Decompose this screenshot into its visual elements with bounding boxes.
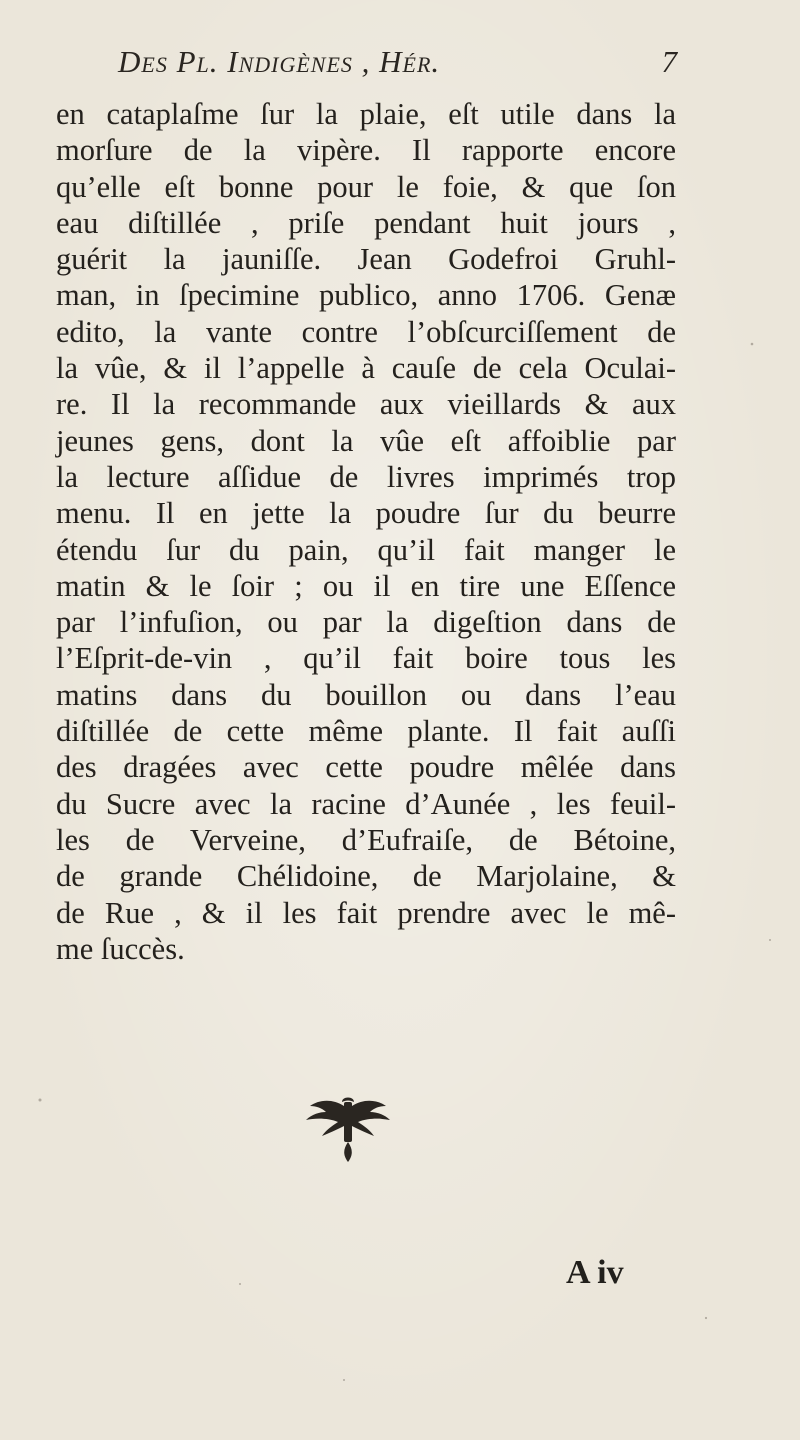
text-line: edito, la vante contre l’obſcurciſſement de (56, 314, 676, 349)
text-line: par l’infuſion, ou par la digeſtion dans de (56, 605, 676, 640)
text-line: re. Il la recommande aux vieillards & aux (56, 387, 676, 422)
text-line: guérit la jauniſſe. Jean Godefroi Gruhl- (56, 242, 676, 277)
text-line: du Sucre avec la racine d’Aunée , les feuil- (56, 786, 676, 821)
text-line: menu. Il en jette la poudre ſur du beurre (56, 496, 676, 531)
text-line: me ſuccès. (56, 931, 185, 966)
text-line: de Rue , & il les fait prendre avec le mê- (56, 895, 676, 930)
text-line: eau diſtillée , priſe pendant huit jours , (56, 205, 676, 240)
text-line: qu’elle eſt bonne pour le foie, & que ſon (56, 169, 676, 204)
text-line: l’Eſprit-de-vin , qu’il fait boire tous les (56, 641, 676, 676)
text-line: la vûe, & il l’appelle à cauſe de cela Oculai- (56, 351, 676, 386)
text-line: matins dans du bouillon ou dans l’eau (56, 677, 676, 712)
page-header (118, 44, 678, 92)
text-line: de grande Chélidoine, de Marjolaine, & (56, 859, 676, 894)
text-line: étendu ſur du pain, qu’il fait manger le (56, 532, 676, 567)
text-line: jeunes gens, dont la vûe eſt affoiblie par (56, 423, 676, 458)
text-line: morſure de la vipère. Il rapporte encore (56, 133, 676, 168)
text-line: en cataplaſme ſur la plaie, eſt utile dans la (56, 97, 676, 131)
text-line: des dragées avec cette poudre mêlée dans (56, 750, 676, 785)
signature-mark: A iv (566, 1254, 624, 1291)
page-number: 7 (661, 44, 678, 79)
running-head: Des Pl. Indigènes , Hér. (118, 44, 441, 79)
body-text (56, 96, 676, 967)
text-line: diſtillée de cette même plante. Il fait auſſi (56, 714, 676, 749)
text-line: man, in ſpecimine publico, anno 1706. Genæ (56, 278, 676, 313)
text-line: la lecture aſſidue de livres imprimés trop (56, 459, 676, 494)
fleuron-ornament-icon (298, 1092, 398, 1172)
text-line: matin & le ſoir ; ou il en tire une Eſſence (56, 568, 676, 603)
text-line: les de Verveine, d’Eufraiſe, de Bétoine, (56, 822, 676, 857)
